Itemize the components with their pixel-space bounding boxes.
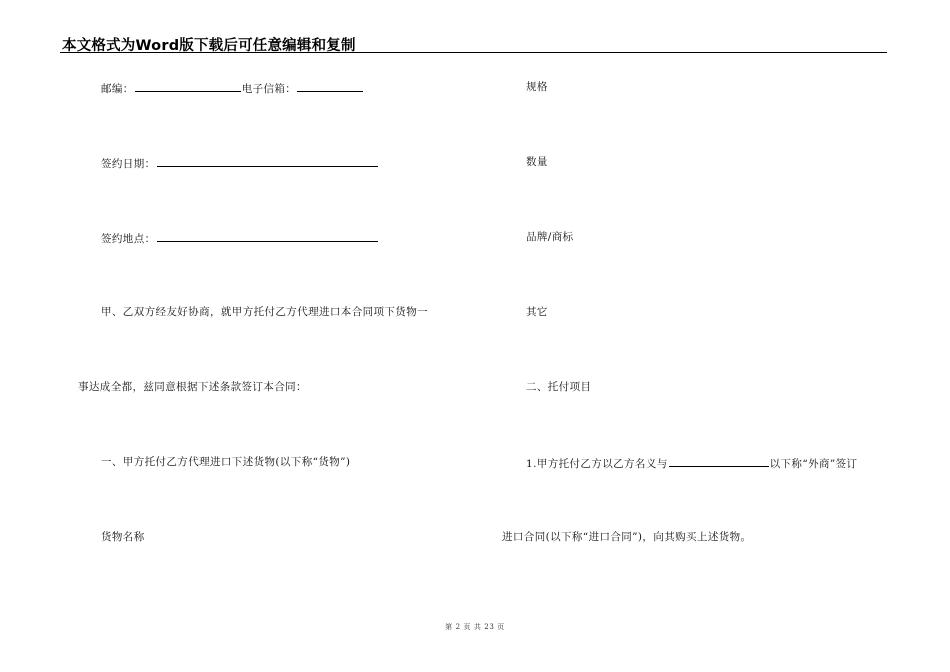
other-label: 其它 bbox=[526, 306, 548, 318]
section1-title: 一、甲方托付乙方代理进口下述货物(以下称“货物”) bbox=[101, 456, 351, 468]
postcode-blank bbox=[135, 79, 241, 92]
page-footer: 第 2 页 共 23 页 bbox=[445, 623, 505, 631]
section2-title: 二、托付项目 bbox=[526, 381, 592, 393]
item1-part1: 1.甲方托付乙方以乙方名义与 bbox=[526, 458, 668, 470]
item1-line2: 进口合同(以下称“进口合同”)，向其购买上述货物。 bbox=[502, 531, 752, 543]
postcode-label: 邮编： bbox=[101, 83, 134, 95]
header-divider bbox=[60, 52, 887, 53]
item1-part2: 以下称“外商”签订 bbox=[769, 458, 858, 470]
sign-date-blank bbox=[157, 154, 378, 167]
sign-date-label: 签约日期： bbox=[101, 158, 156, 170]
goods-name-label: 货物名称 bbox=[101, 531, 145, 543]
sign-date-row bbox=[101, 154, 379, 171]
intro-line-2: 事达成全都，兹同意根据下述条款签订本合同： bbox=[78, 381, 307, 393]
sign-place-label: 签约地点： bbox=[101, 233, 156, 245]
email-blank bbox=[297, 79, 363, 92]
email-label: 电子信箱： bbox=[241, 83, 297, 95]
item1-row bbox=[526, 454, 857, 471]
header-title: 本文格式为Word版下载后可任意编辑和复制 bbox=[62, 38, 356, 54]
sign-place-row bbox=[101, 229, 379, 246]
intro-line-1: 甲、乙双方经友好协商，就甲方托付乙方代理进口本合同项下货物一 bbox=[101, 306, 428, 318]
quantity-label: 数量 bbox=[526, 156, 548, 168]
spec-label: 规格 bbox=[526, 81, 548, 93]
postcode-email-row bbox=[101, 79, 364, 96]
foreign-party-blank bbox=[669, 454, 769, 467]
brand-label: 品牌/商标 bbox=[526, 231, 574, 243]
sign-place-blank bbox=[157, 229, 378, 242]
